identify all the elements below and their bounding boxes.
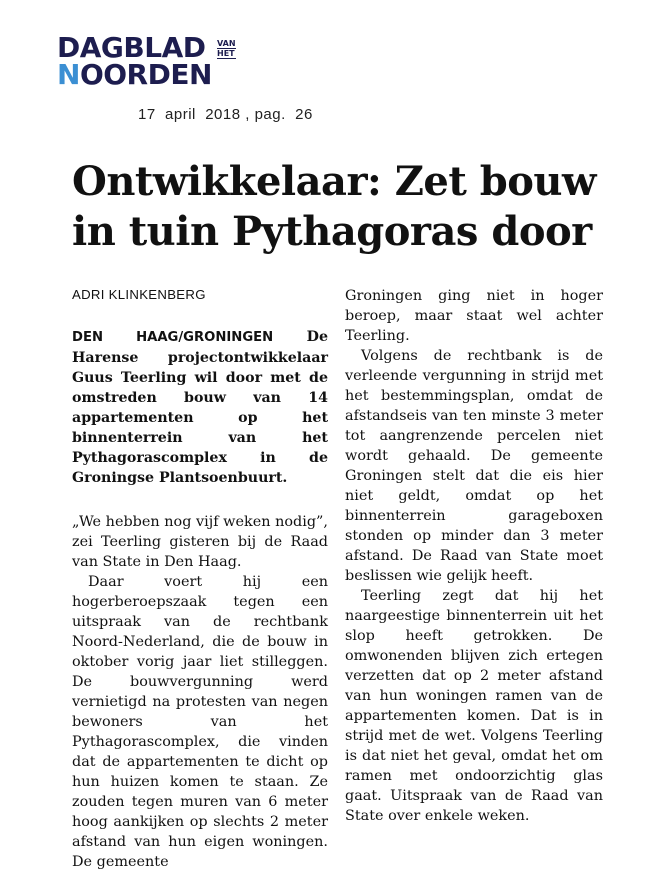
logo-rest-oorden: OORDEN	[79, 58, 212, 91]
dateline: 17 april 2018 , pag. 26	[138, 106, 313, 123]
body-paragraph-4: Teerling zegt dat hij het naargeestige binnenterrein uit het slop heeft getrokken. De omwonenden blijven zich ertegen verzetten dat op 2 meter afstand van hun woningen ramen van de appartementen komen. Dat is in strijd met de wet. Volgens Teerling is dat niet het geval, omdat het om ramen met ondoorzichtig glas gaat. Uitspraak van de Raad van State over enkele weken.	[345, 588, 603, 824]
logo-van: VAN	[217, 39, 236, 48]
byline: ADRI KLINKENBERG	[72, 287, 206, 302]
logo-line-dagblad: DAGBLAD	[57, 31, 206, 64]
body-paragraph-2: Daar voert hij een hogerberoepszaak tegen een uitspraak van de rechtbank Noord-Nederland, die de bouw in oktober vorig jaar liet stilleggen. De bouwvergunning werd vernietigd na protesten van negen bewoners van het Pythagorascomplex, die vinden dat de appartementen te dicht op hun huizen komen te staan. Ze zouden tegen muren van 6 meter hoog aankijken op slechts 2 meter afstand van hun eigen woningen. De gemeente	[72, 574, 328, 870]
logo-het: HET	[217, 49, 235, 58]
headline: Ontwikkelaar: Zet bouw in tuin Pythagoras door	[72, 158, 596, 255]
logo-initial-n: N	[57, 58, 80, 91]
logo-van-het	[217, 39, 236, 59]
lead-paragraph	[72, 327, 328, 488]
article-column-1	[72, 285, 328, 872]
body-paragraph-3: Volgens de rechtbank is de verleende vergunning in strijd met het bestemmingsplan, omdat de afstandseis van ten minste 3 meter tot aangrenzende percelen niet wordt gehaald. De gemeente Groningen stelt dat die eis hier niet geldt, omdat op het binnenterrein garageboxen stonden op minder dan 3 meter afstand. De Raad van State moet beslissen wie gelijk heeft.	[345, 348, 603, 584]
body-paragraph-1: „We hebben nog vijf weken nodig”, zei Teerling gisteren bij de Raad van State in Den Haag.	[72, 514, 328, 570]
dateline-city: DEN HAAG/GRONINGEN	[72, 330, 274, 345]
lead-text: De Harense projectontwikkelaar Guus Teerling wil door met de omstreden bouw van 14 appartementen op het binnenterrein van het Pythagorascomplex in de Groningse Plantsoenbuurt.	[72, 329, 328, 486]
body-paragraph-2-continued: Groningen ging niet in hoger beroep, maar staat wel achter Teerling.	[345, 288, 603, 344]
article-column-2	[345, 286, 603, 826]
logo-line-noorden	[57, 58, 212, 91]
newspaper-logo	[57, 31, 236, 91]
